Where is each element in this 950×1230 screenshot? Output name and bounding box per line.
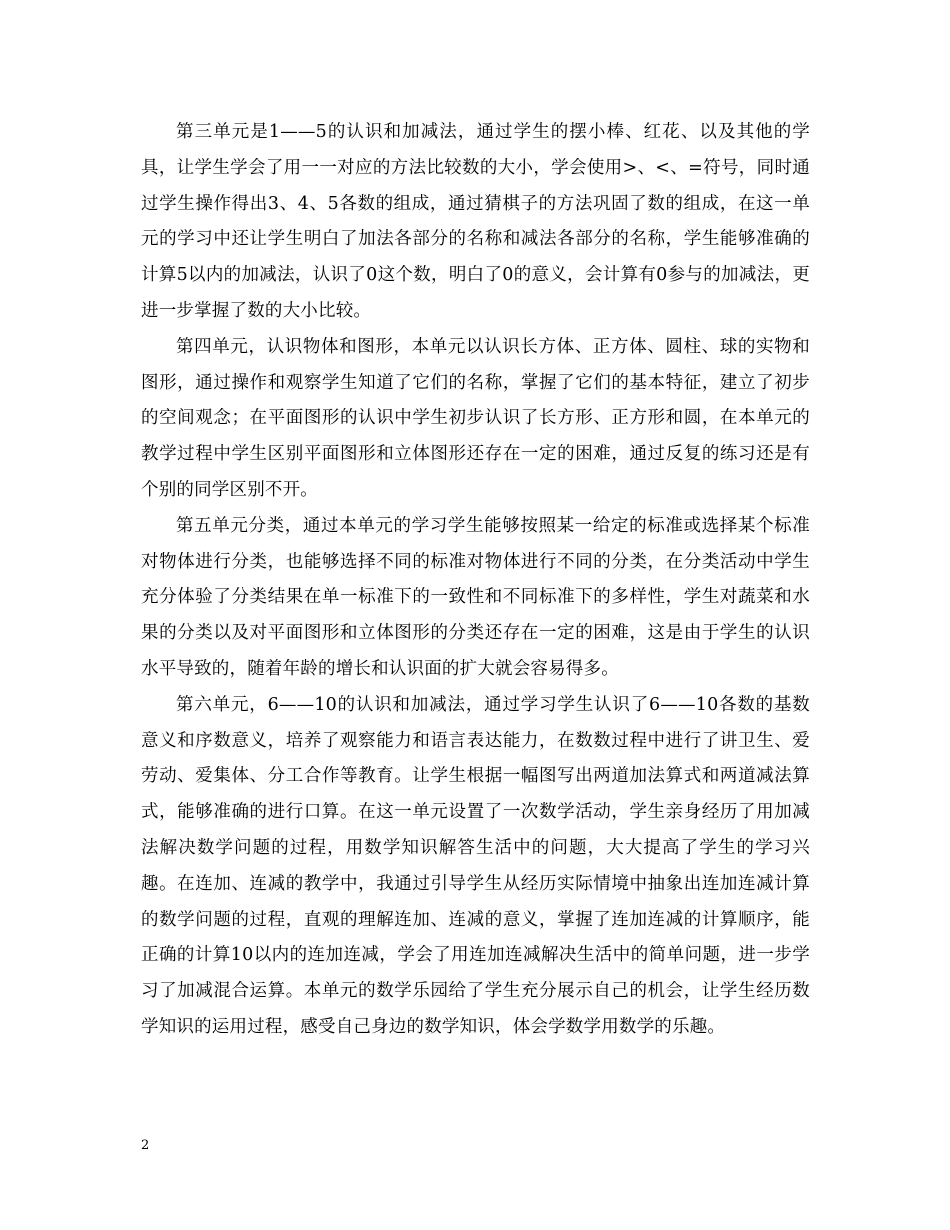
paragraph-unit-4: 第四单元，认识物体和图形，本单元以认识长方体、正方体、圆柱、球的实物和图形，通过操作和观察学生知道了它们的名称，掌握了它们的基本特征，建立了初步的空间观念；在平面图形的认识中学生初步认识了长方形、正方形和圆，在本单元的教学过程中学生区别平面图形和立体图形还存在一定的困难，通过反复的练习还是有个别的同学区别不开。: [141, 336, 810, 500]
page-number: 2: [141, 1138, 150, 1153]
paragraph-unit-3: 第三单元是1——5的认识和加减法，通过学生的摆小棒、红花、以及其他的学具，让学生学会了用一一对应的方法比较数的大小，学会使用>、<、=符号，同时通过学生操作得出3、4、5各数的组成，通过猜棋子的方法巩固了数的组成，在这一单元的学习中还让学生明白了加法各部分的名称和减法各部分的名称，学生能够准确的计算5以内的加减法，认识了0这个数，明白了0的意义，会计算有0参与的加减法，更进一步掌握了数的大小比较。: [141, 122, 810, 321]
paragraph-unit-6: 第六单元，6——10的认识和加减法，通过学习学生认识了6——10各数的基数意义和序数意义，培养了观察能力和语言表达能力，在数数过程中进行了讲卫生、爱劳动、爱集体、分工合作等教育。让学生根据一幅图写出两道加法算式和两道减法算式，能够准确的进行口算。在这一单元设置了一次数学活动，学生亲身经历了用加减法解决数学问题的过程，用数学知识解答生活中的问题，大大提高了学生的学习兴趣。在连加、连减的教学中，我通过引导学生从经历实际情境中抽象出连加连减计算的数学问题的过程，直观的理解连加、连减的意义，掌握了连加连减的计算顺序，能正确的计算10以内的连加连减，学会了用连加连减解决生活中的简单问题，进一步学习了加减混合运算。本单元的数学乐园给了学生充分展示自己的机会，让学生经历数学知识的运用过程，感受自己身边的数学知识，体会学数学用数学的乐趣。: [141, 694, 810, 1037]
paragraph-unit-5: 第五单元分类，通过本单元的学习学生能够按照某一给定的标准或选择某个标准对物体进行分类，也能够选择不同的标准对物体进行不同的分类，在分类活动中学生充分体验了分类结果在单一标准下的一致性和不同标准下的多样性，学生对蔬菜和水果的分类以及对平面图形和立体图形的分类还存在一定的困难，这是由于学生的认识水平导致的，随着年龄的增长和认识面的扩大就会容易得多。: [141, 515, 810, 679]
document-body: [141, 115, 810, 1046]
